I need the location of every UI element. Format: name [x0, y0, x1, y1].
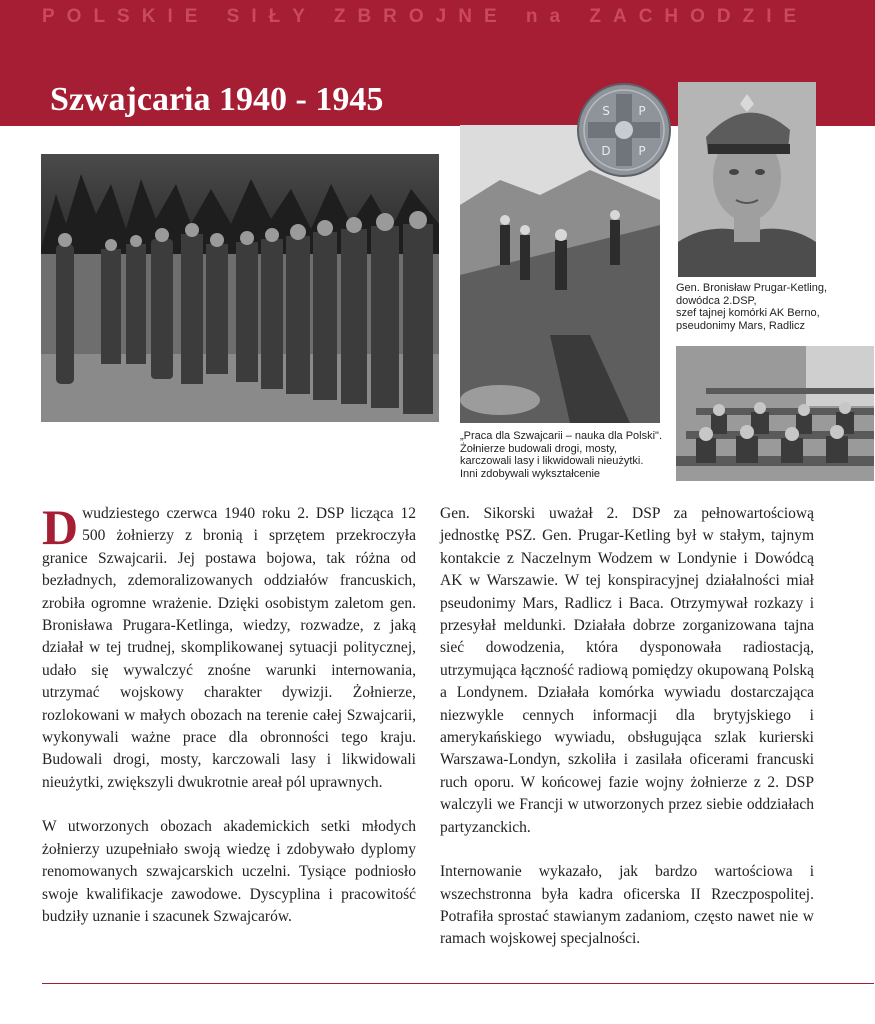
portrait-illustration	[678, 82, 816, 277]
article-left-column	[42, 499, 416, 928]
paragraph	[42, 499, 416, 794]
page-title: Szwajcaria 1940 - 1945	[50, 81, 384, 118]
caption-line: Żołnierze budowali drogi, mosty,	[460, 442, 617, 455]
caption-line: szef tajnej komórki AK Berno,	[676, 307, 820, 320]
paragraph: Gen. Sikorski uważał 2. DSP za pełnowartościową jednostkę PSZ. Gen. Prugar-Ketling był w stałym, tajnym kontakcie z Naczelnym Wodzem w Londynie i Dowódcą AK w Warszawie. W tej konspiracyjnej działalności miał pseudonimy Mars, Radlicz i Baca. Otrzymywał rozkazy i przesyłał meldunki. Działała dobrze zorganizowana tajna sieć dowodzenia, która dysponowała radiostacją, utrzymująca łączność radiową pomiędzy okupowaną Polską a Londynem. Działała komórka wywiadu dostarczająca niezwykle cennych informacji dla brytyjskiego i amerykańskiego wywiadu, obsługująca szlak kurierski Warszawa-Londyn, szkoliła i zasilała oficerami francuski ruch oporu. W końcowej fazie wojny żołnierze z 2. DSP walczyli we Francji w utworzonych przez siebie oddziałach partyzanckich.	[440, 505, 814, 836]
cross-medal	[576, 82, 672, 178]
series-title: POLSKIE SIŁY ZBROJNE na ZACHODZIE	[42, 6, 809, 27]
paragraph: Internowanie wykazało, jak bardzo wartościowa i wszechstronna była kadra oficerska II Rzeczpospolitej. Potrafiła sprostać stawianym zadaniom, często nawet nie w ramach wojskowej specjalności.	[440, 863, 814, 948]
photo-portrait	[678, 82, 816, 277]
caption-line: „Praca dla Szwajcarii – nauka dla Polski".	[460, 430, 662, 442]
medal-icon	[576, 82, 672, 178]
caption-line: dowódca 2.DSP,	[676, 294, 757, 307]
caption-line: Gen. Bronisław Prugar-Ketling,	[676, 282, 828, 294]
paragraph: W utworzonych obozach akademickich setki młodych żołnierzy uzupełniało swoją wiedzę i zdobywało dyplomy renomowanych szwajcarskich uczelni. Tysiące podniosło swoje kwalifikacje zawodowe. Dyscyplina i pracowitość budziły uznanie i szacunek Szwajcarów.	[42, 818, 416, 925]
article-right-column	[440, 503, 814, 951]
drop-cap: D	[42, 499, 79, 555]
medal-letter-d: D	[601, 144, 611, 158]
photo-ceremony	[41, 154, 439, 422]
caption-labor	[460, 430, 670, 480]
caption-line: karczowali lasy i likwidowali nieużytki.	[460, 455, 644, 468]
caption-portrait	[676, 282, 866, 332]
caption-line: pseudonimy Mars, Radlicz	[676, 319, 805, 332]
bottom-rule	[42, 983, 874, 984]
medal-letter-s: S	[602, 104, 610, 118]
paragraph-text: wudziestego czerwca 1940 roku 2. DSP licząca 12 500 żołnierzy z bronią i sprzętem przekroczyła granice Szwajcarii. Jej postawa bojowa, tak różna od bezładnych, zdemoralizowanych oddziałów francuskich, zrobiła ogromne wrażenie. Dzięki osobistym zaletom gen. Bronisława Prugara-Ketlinga, wiedzy, rozwadze, z jaką działał w tej trudnej, skomplikowanej sytuacji politycznej, udało się wywalczyć znośne warunki internowania, utrzymać wojskowy charakter dywizji. Żołnierze, rozlokowani w małych obozach na terenie całej Szwajcarii, wykonywali ważne prace dla obronności tego kraju. Budowali drogi, mosty, karczowali lasy i likwidowali nieużytki, zwiększyli dwukrotnie areał pól uprawnych.	[42, 505, 416, 791]
medal-letter-p2: P	[638, 144, 646, 158]
caption-line: Inni zdobywali wykształcenie	[460, 467, 601, 480]
ceremony-illustration	[41, 154, 439, 422]
photo-lecture	[676, 346, 874, 481]
lecture-illustration	[676, 346, 874, 481]
medal-letter-p1: P	[638, 104, 646, 118]
